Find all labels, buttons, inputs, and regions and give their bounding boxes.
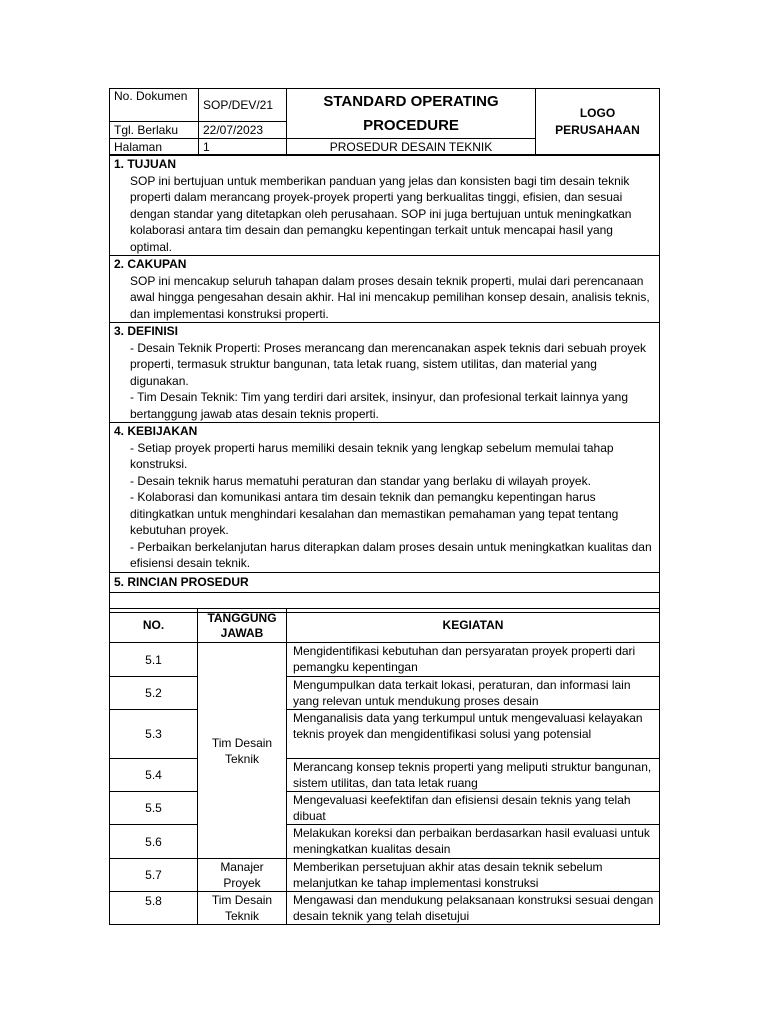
column-header-responsible-line2: JAWAB — [220, 625, 264, 640]
responsible-cell — [198, 859, 287, 892]
page-value: 1 — [199, 139, 287, 155]
section-rincian — [110, 572, 660, 592]
effective-date-value: 22/07/2023 — [199, 122, 287, 139]
activity-text: Mengevaluasi keefektifan dan efisiensi desain teknis yang telah dibuat — [287, 792, 660, 825]
step-number: 5.1 — [110, 643, 198, 677]
table-row — [110, 892, 660, 925]
section-title: 1. TUJUAN — [114, 157, 177, 171]
section-tujuan — [110, 156, 660, 256]
activity-text: Memberikan persetujuan akhir atas desain teknik sebelum melanjutkan ke tahap implementasi konstruksi — [287, 859, 660, 892]
column-header-responsible-line1: TANGGUNG — [207, 610, 277, 625]
company-logo-placeholder — [536, 89, 660, 155]
step-number: 5.2 — [110, 677, 198, 710]
table-row — [110, 859, 660, 892]
activity-text: Merancang konsep teknis properti yang meliputi struktur bangunan, sistem utilitas, dan tata letak ruang — [287, 759, 660, 792]
doc-no-label: No. Dokumen — [110, 89, 199, 122]
responsible-line2: Teknik — [224, 751, 259, 766]
section-title: 2. CAKUPAN — [114, 257, 187, 271]
responsible-line1: Manajer — [220, 860, 264, 874]
responsible-line1: Tim Desain — [211, 735, 273, 750]
document-title-line1: STANDARD OPERATING — [323, 92, 499, 110]
list-item: - Tim Desain Teknik: Tim yang terdiri dari arsitek, insinyur, dan profesional terkait lainnya yang bertanggung jawab atas desain teknis properti. — [130, 390, 629, 421]
activity-text: Mengidentifikasi kebutuhan dan persyaratan proyek properti dari pemangku kepentingan — [287, 643, 660, 677]
section-title: 3. DEFINISI — [114, 324, 179, 338]
logo-line2: PERUSAHAAN — [555, 122, 640, 137]
section-kebijakan — [110, 423, 660, 573]
section-text: SOP ini mencakup seluruh tahapan dalam proses desain teknik properti, mulai dari perencanaan awal hingga pengesahan desain akhir. Hal ini mencakup pemilihan konsep desain, analisis teknis, dan implementasi konstruksi properti. — [130, 273, 650, 321]
list-item: - Perbaikan berkelanjutan harus diterapkan dalam proses desain untuk meningkatkan kualitas dan efisiensi desain teknik. — [130, 539, 652, 570]
section-list — [114, 340, 656, 423]
list-item: - Desain Teknik Properti: Proses merancang dan merencanakan aspek teknis dari sebuah proyek properti, termasuk struktur bangunan, tata letak ruang, sistem utilitas, dan material yang digunakan. — [130, 340, 647, 388]
table-row — [110, 677, 660, 710]
activity-text: Melakukan koreksi dan perbaikan berdasarkan hasil evaluasi untuk meningkatkan kualitas desain — [287, 825, 660, 859]
logo-line1: LOGO — [579, 105, 616, 120]
procedure-table — [109, 608, 660, 925]
document-title — [287, 89, 536, 139]
step-number: 5.3 — [110, 710, 198, 759]
table-row — [110, 759, 660, 792]
column-header-no: NO. — [110, 609, 198, 643]
section-text: SOP ini bertujuan untuk memberikan panduan yang jelas dan konsisten bagi tim desain teknik properti dalam merancang proyek-proyek properti yang berkualitas tinggi, efisien, dan sesuai dengan standar yang ditetapkan oleh perusahaan. SOP ini juga bertujuan untuk meningkatkan kolaborasi antara tim desain dan pemangku kepentingan terkait untuk mencapai hasil yang optimal. — [130, 173, 632, 254]
section-definisi — [110, 323, 660, 423]
list-item: - Desain teknik harus mematuhi peraturan dan standar yang berlaku di wilayah proyek. — [130, 473, 591, 488]
effective-date-label: Tgl. Berlaku — [110, 122, 199, 139]
section-title: 5. RINCIAN PROSEDUR — [114, 574, 249, 589]
table-row — [110, 710, 660, 759]
document-header — [109, 88, 660, 155]
page-label: Halaman — [110, 139, 199, 155]
responsible-cell — [198, 643, 287, 859]
step-number: 5.8 — [110, 892, 198, 925]
table-row — [110, 643, 660, 677]
step-number: 5.5 — [110, 792, 198, 825]
activity-text: Mengumpulkan data terkait lokasi, peraturan, dan informasi lain yang relevan untuk mendukung proses desain — [287, 677, 660, 710]
responsible-line2: Proyek — [223, 876, 261, 890]
list-item: - Kolaborasi dan komunikasi antara tim desain teknik dan pemangku kepentingan harus ditingkatkan untuk menghindari kesalahan dan memastikan pemahaman yang tepat tentang kebutuhan proyek. — [130, 490, 619, 537]
section-cakupan — [110, 256, 660, 323]
activity-text: Mengawasi dan mendukung pelaksanaan konstruksi sesuai dengan desain teknik yang telah disetujui — [287, 892, 660, 925]
table-row — [110, 825, 660, 859]
list-item: - Setiap proyek properti harus memiliki desain teknik yang lengkap sebelum memulai tahap konstruksi. — [130, 440, 614, 471]
activity-text: Menganalisis data yang terkumpul untuk mengevaluasi kelayakan teknis proyek dan mengidentifikasi solusi yang potensial — [287, 710, 660, 759]
section-title: 4. KEBIJAKAN — [114, 424, 198, 438]
document-subtitle: PROSEDUR DESAIN TEKNIK — [287, 139, 536, 155]
step-number: 5.6 — [110, 825, 198, 859]
responsible-line1: Tim Desain — [211, 893, 273, 907]
document-title-line2: PROCEDURE — [363, 116, 459, 134]
table-header-row — [110, 609, 660, 643]
section-list — [114, 440, 656, 572]
column-header-responsible — [198, 609, 287, 643]
column-header-activity: KEGIATAN — [287, 609, 660, 643]
step-number: 5.4 — [110, 759, 198, 792]
responsible-cell — [198, 892, 287, 925]
table-row — [110, 792, 660, 825]
step-number: 5.7 — [110, 859, 198, 892]
sop-sections — [109, 155, 660, 613]
responsible-line2: Teknik — [224, 909, 259, 923]
doc-no-value: SOP/DEV/21 — [199, 89, 287, 122]
